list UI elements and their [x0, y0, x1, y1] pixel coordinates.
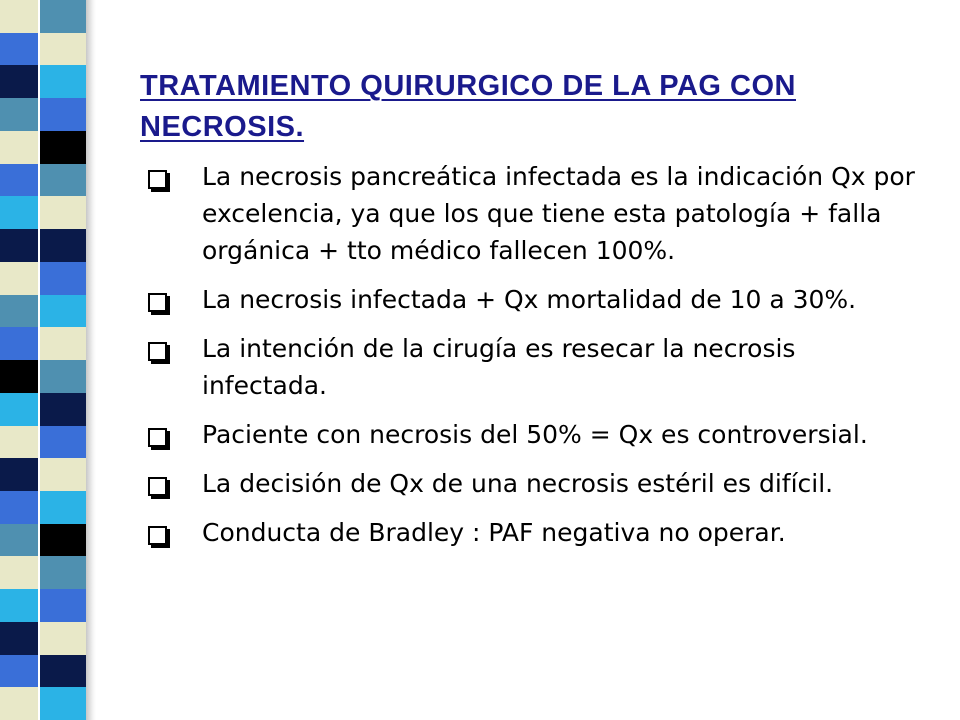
hollow-square-bullet-icon	[148, 170, 167, 189]
bullet-text: La necrosis infectada + Qx mortalidad de 10 a 30%.	[202, 285, 857, 314]
hollow-square-bullet-icon	[148, 342, 167, 361]
bullet-item	[148, 281, 928, 318]
bullet-item	[148, 514, 928, 551]
bullet-item	[148, 158, 928, 269]
bullet-text: Paciente con necrosis del 50% = Qx es controversial.	[202, 420, 868, 449]
bullet-item	[148, 416, 928, 453]
decorative-strip	[0, 0, 110, 720]
bullet-item	[148, 330, 928, 404]
hollow-square-bullet-icon	[148, 293, 167, 312]
bullet-text: La intención de la cirugía es resecar la necrosis infectada.	[202, 334, 796, 400]
bullet-text: La necrosis pancreática infectada es la indicación Qx por excelencia, ya que los que tiene esta patología + falla orgánica + tto médico fallecen 100%.	[202, 162, 915, 265]
hollow-square-bullet-icon	[148, 477, 167, 496]
hollow-square-bullet-icon	[148, 526, 167, 545]
strip-column-right	[40, 0, 86, 720]
bullet-text: La decisión de Qx de una necrosis estéril es difícil.	[202, 469, 834, 498]
bullet-item	[148, 465, 928, 502]
strip-column-left	[0, 0, 38, 720]
slide-title: TRATAMIENTO QUIRURGICO DE LA PAG CON NECROSIS.	[140, 70, 796, 143]
bullet-text: Conducta de Bradley : PAF negativa no operar.	[202, 518, 786, 547]
hollow-square-bullet-icon	[148, 428, 167, 447]
strip-shadow	[86, 0, 96, 720]
bullet-list	[148, 158, 928, 563]
